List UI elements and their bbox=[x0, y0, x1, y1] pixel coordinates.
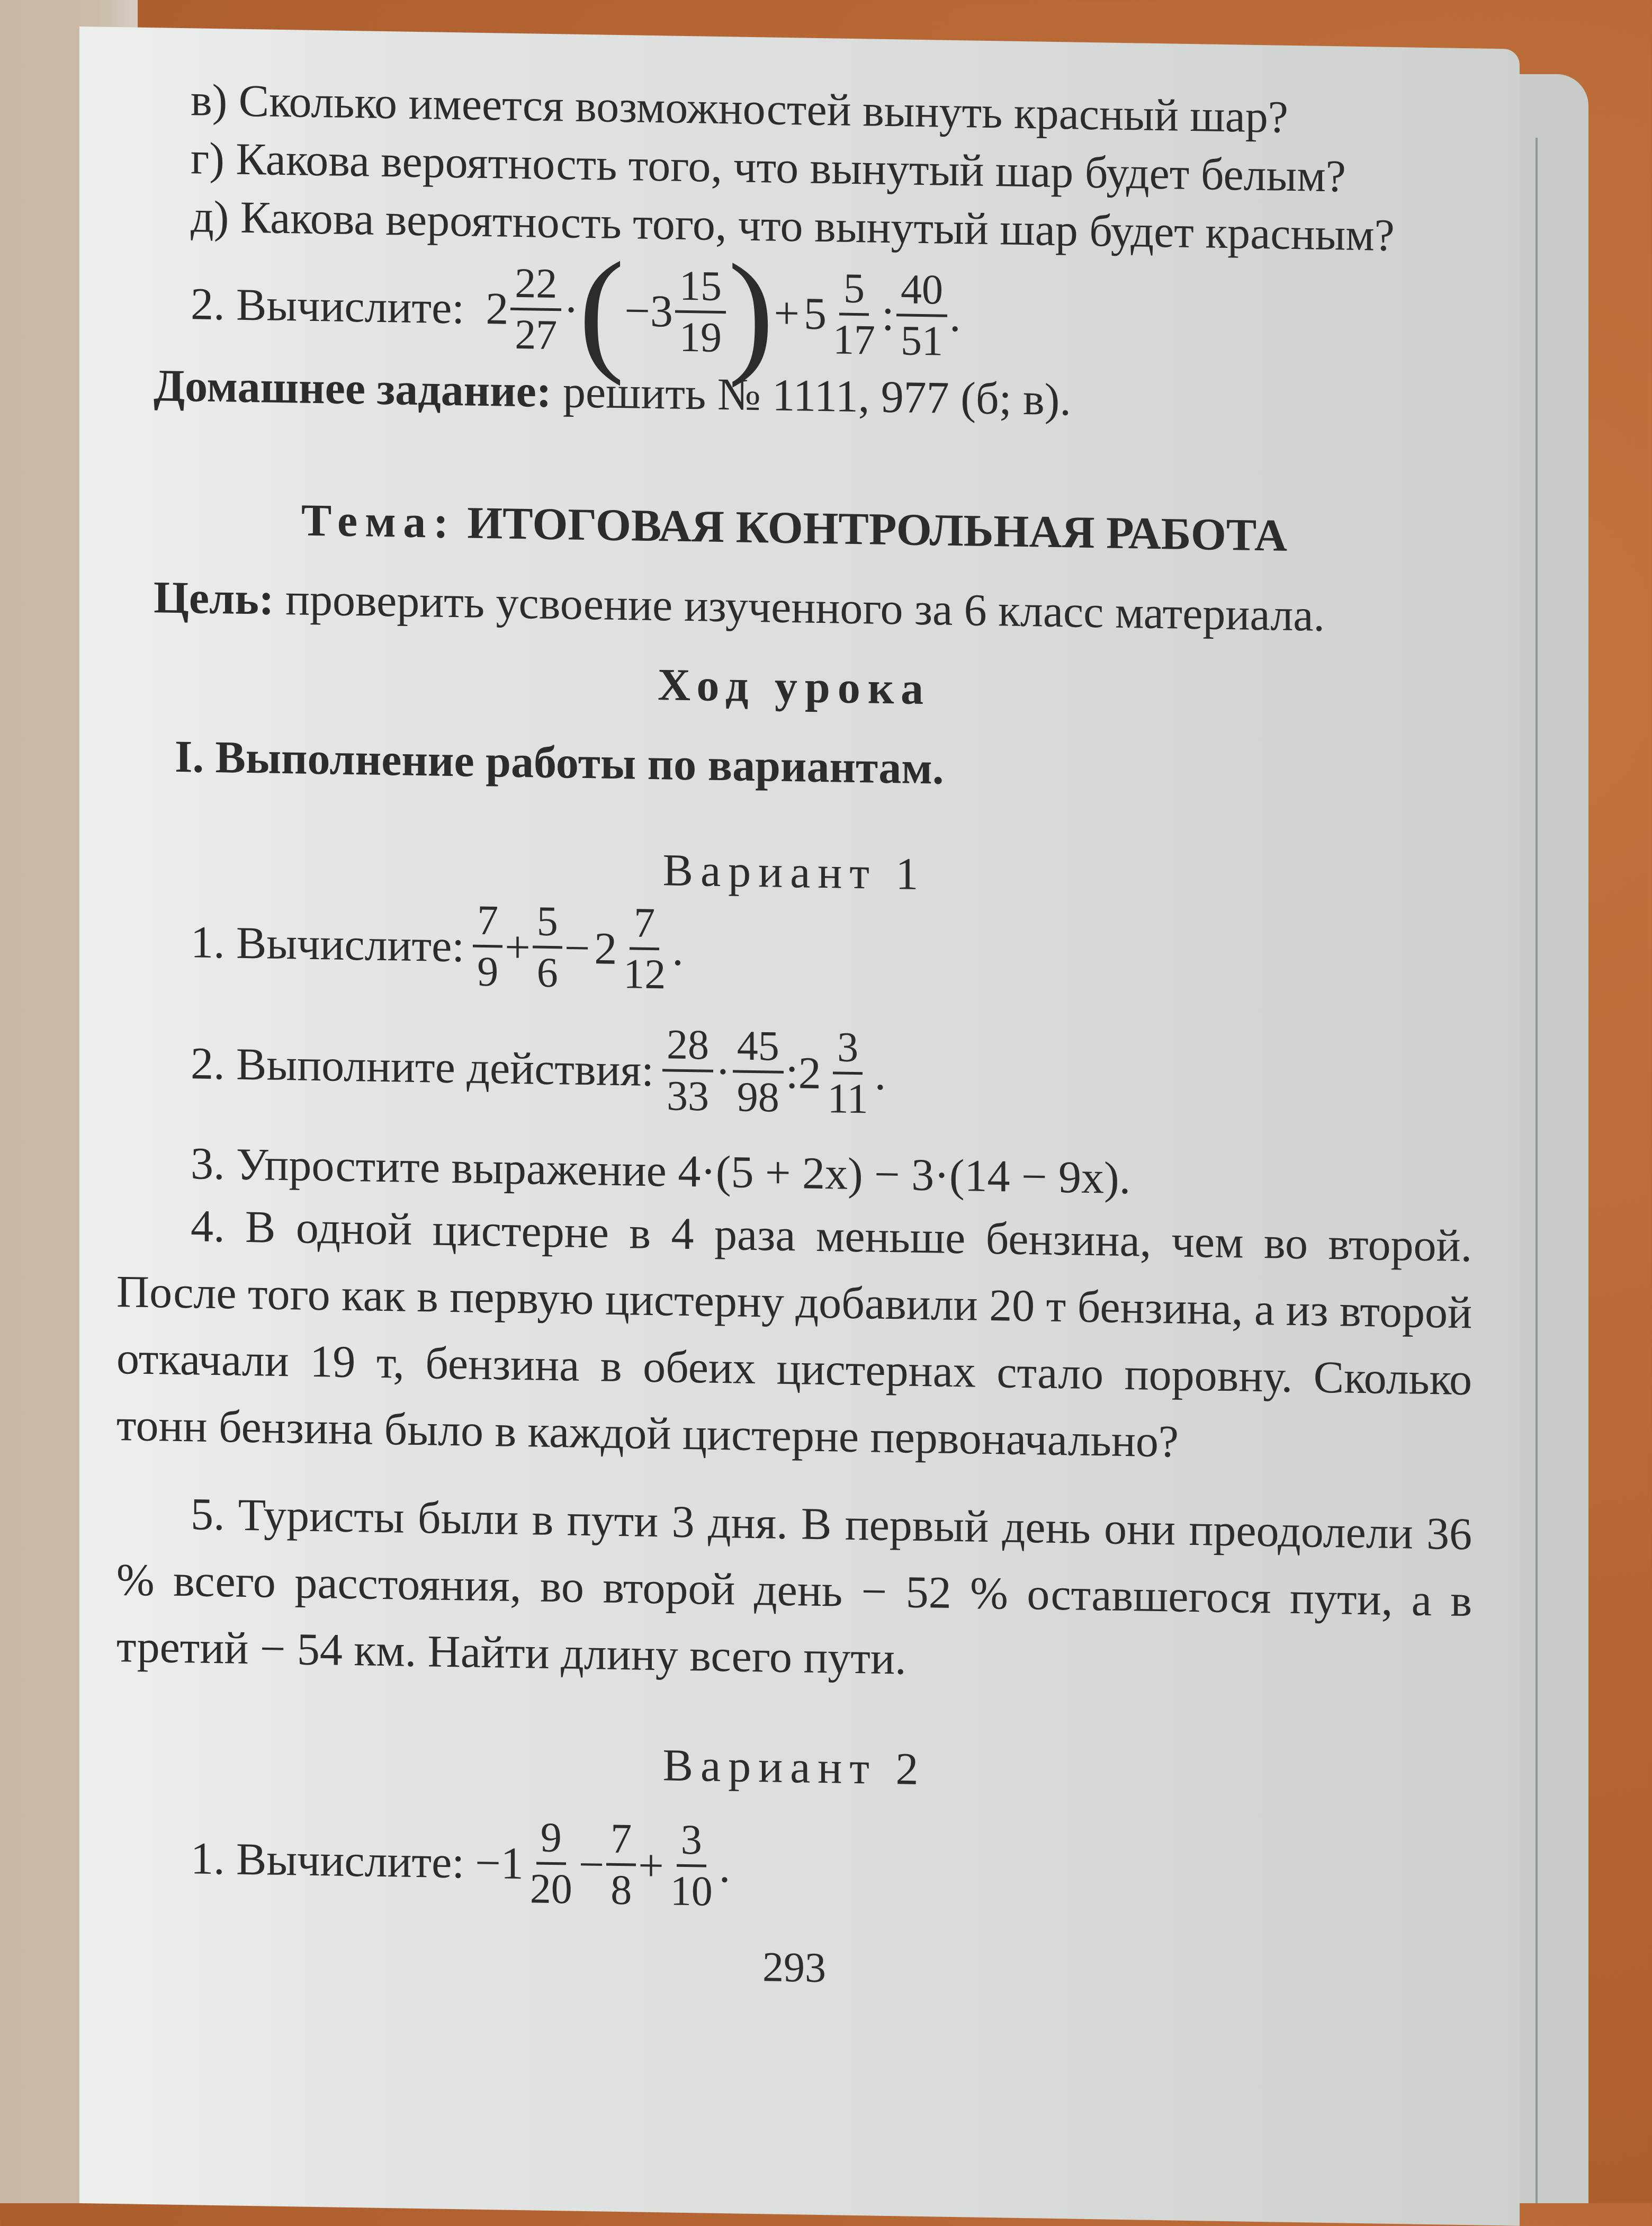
fraction bbox=[666, 1815, 717, 1916]
page-content bbox=[116, 69, 1472, 2007]
topic-title: ИТОГОВАЯ КОНТРОЛЬНАЯ РАБОТА bbox=[467, 497, 1288, 561]
fraction bbox=[662, 1020, 713, 1121]
page-number: 293 bbox=[762, 1944, 826, 1992]
fraction bbox=[829, 264, 879, 365]
item-text: Какова вероятность того, что вынутый шар будет красным? bbox=[240, 191, 1395, 261]
v1-task-1 bbox=[116, 890, 684, 999]
end-punct: . bbox=[672, 924, 684, 975]
item-label: в) bbox=[191, 74, 228, 126]
fraction bbox=[606, 1814, 636, 1915]
task-prefix: 1. Вычислите: bbox=[191, 1832, 465, 1888]
denominator: 10 bbox=[670, 1867, 713, 1915]
operator: : bbox=[785, 1047, 798, 1098]
denominator: 33 bbox=[667, 1072, 710, 1120]
mixed-whole: 2 bbox=[594, 922, 617, 974]
denominator: 51 bbox=[900, 317, 943, 365]
denominator: 27 bbox=[515, 311, 558, 359]
task-prefix: 1. Вычислите: bbox=[191, 916, 465, 971]
numerator: 7 bbox=[606, 1814, 636, 1866]
homework-label: Домашнее задание: bbox=[154, 360, 552, 417]
denominator: 9 bbox=[477, 948, 499, 996]
numerator: 9 bbox=[536, 1813, 566, 1865]
operator: + bbox=[505, 921, 531, 972]
fraction bbox=[619, 898, 670, 999]
lesson-heading: Ход урока bbox=[657, 659, 931, 714]
numerator: 22 bbox=[510, 258, 561, 311]
v2-task-1 bbox=[116, 1807, 730, 1916]
goal-label: Цель: bbox=[154, 571, 274, 624]
item-label: д) bbox=[191, 191, 229, 243]
task-prefix: 2. Вычислите: bbox=[191, 278, 465, 334]
task-prefix: 2. Выполните действия: bbox=[191, 1037, 654, 1096]
numerator: 3 bbox=[677, 1816, 706, 1867]
numerator: 5 bbox=[839, 264, 869, 316]
numerator: 7 bbox=[630, 898, 659, 950]
denominator: 12 bbox=[623, 951, 666, 998]
topic-label: Тема: bbox=[301, 494, 456, 548]
fraction bbox=[473, 896, 502, 997]
mixed-whole: 2 bbox=[486, 283, 509, 334]
denominator: 8 bbox=[610, 1866, 632, 1914]
v1-task-3: 3. Упростите выражение 4·(5 + 2x) − 3·(14 − 9x). bbox=[191, 1138, 1131, 1204]
fraction bbox=[510, 258, 561, 360]
numerator: 3 bbox=[833, 1023, 863, 1075]
denominator: 19 bbox=[679, 314, 722, 361]
operator: − bbox=[564, 922, 590, 973]
numerator: 5 bbox=[533, 897, 562, 949]
numerator: 45 bbox=[733, 1021, 784, 1074]
operator: · bbox=[715, 1045, 731, 1097]
item-label: г) bbox=[191, 132, 225, 184]
operator: + bbox=[638, 1839, 664, 1891]
mixed-whole: −3 bbox=[624, 285, 673, 337]
fraction bbox=[823, 1023, 873, 1123]
page-edge-line bbox=[1536, 138, 1538, 2203]
denominator: 17 bbox=[833, 316, 876, 364]
open-paren: ( bbox=[578, 233, 625, 387]
denominator: 98 bbox=[737, 1074, 779, 1121]
homework-text: решить № 1111, 977 (б; в). bbox=[563, 366, 1071, 425]
item-text: Какова вероятность того, что вынутый шар будет белым? bbox=[236, 133, 1346, 202]
fraction bbox=[896, 265, 947, 366]
numerator: 7 bbox=[473, 896, 502, 948]
item-text: Сколько имеется возможностей вынуть красный шар? bbox=[238, 75, 1288, 142]
operator: − bbox=[578, 1838, 605, 1890]
fraction bbox=[675, 261, 726, 362]
numerator: 15 bbox=[675, 261, 726, 314]
v1-task-4: 4. В одной цистерне в 4 раза меньше бензина, чем во второй. После того как в первую цистерну добавили 20 т бензина, а из второй откачали 19 т, бензина в обеих цистернах стало поровну. Сколько тонн бензина было в каждой цистерне первоначально? bbox=[116, 1200, 1472, 1467]
denominator: 6 bbox=[536, 949, 558, 997]
mixed-whole: 2 bbox=[798, 1047, 821, 1098]
book-page bbox=[79, 26, 1520, 2226]
variant-2-title: Вариант 2 bbox=[662, 1739, 926, 1795]
fraction bbox=[526, 1813, 577, 1914]
denominator: 11 bbox=[827, 1075, 868, 1123]
goal-text: проверить усвоение изученного за 6 класс материала. bbox=[285, 574, 1325, 641]
denominator: 20 bbox=[529, 1865, 572, 1913]
end-punct: . bbox=[949, 290, 961, 342]
end-punct: . bbox=[874, 1048, 886, 1099]
numerator: 28 bbox=[662, 1020, 713, 1072]
section-heading: I. Выполнение работы по вариантам. bbox=[175, 730, 944, 794]
numerator: 40 bbox=[896, 265, 947, 317]
close-paren: ) bbox=[728, 236, 774, 389]
operator: · bbox=[563, 284, 579, 335]
mixed-whole: −1 bbox=[475, 1837, 524, 1889]
variant-1-title: Вариант 1 bbox=[662, 844, 926, 900]
end-punct: . bbox=[719, 1840, 731, 1892]
operator: : bbox=[882, 289, 894, 341]
mixed-whole: 5 bbox=[804, 288, 827, 339]
v1-task-2 bbox=[116, 1012, 886, 1124]
operator: + bbox=[774, 287, 800, 339]
fraction bbox=[533, 897, 562, 997]
fraction bbox=[733, 1021, 784, 1122]
v1-task-5: 5. Туристы были в пути 3 дня. В первый день они преодолели 36 % всего расстояния, во второй день − 52 % оставшегося пути, а в третий − 54 км. Найти длину всего пути. bbox=[116, 1488, 1472, 1684]
